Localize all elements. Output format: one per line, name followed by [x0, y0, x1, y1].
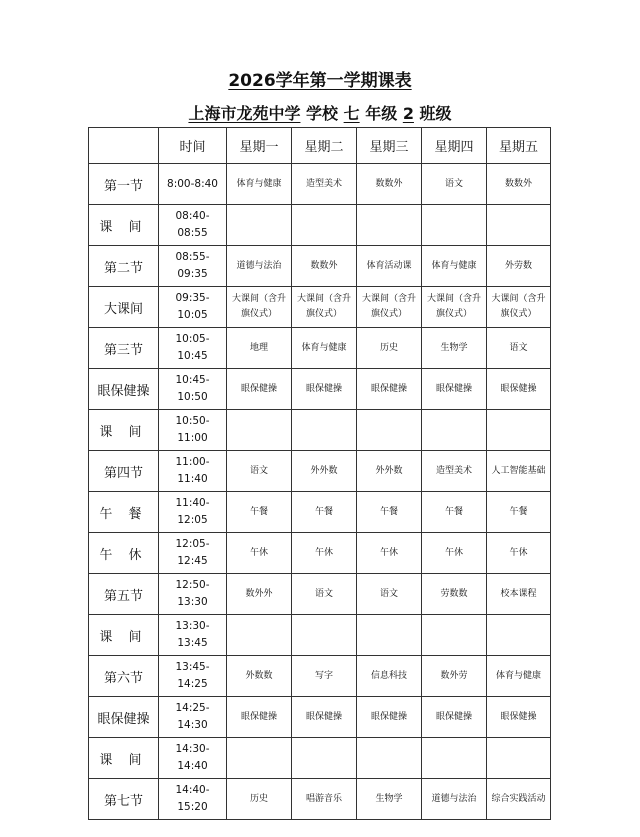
header-cell-wednesday: 星期三: [357, 128, 422, 164]
time-cell: [159, 492, 227, 533]
period-cell: 第六节: [89, 656, 159, 697]
class-cell: 眼保健操: [357, 369, 422, 410]
class-cell: 地理: [227, 328, 292, 369]
class-cell: 午休: [487, 533, 551, 574]
table-row: [89, 287, 551, 328]
time-text: 14:25: [177, 678, 208, 690]
class-cell: 外外数: [292, 451, 357, 492]
time-text: 10:45-: [175, 374, 210, 386]
class-cell: 眼保健操: [292, 697, 357, 738]
class-cell: [292, 205, 357, 246]
table-row: [89, 615, 551, 656]
period-cell: 第五节: [89, 574, 159, 615]
time-text: 08:55: [177, 227, 208, 239]
table-row: [89, 164, 551, 205]
period-cell: 第七节: [89, 779, 159, 820]
time-text: 15:20: [177, 801, 208, 813]
time-cell: [159, 533, 227, 574]
time-text: 10:05-: [175, 333, 210, 345]
class-cell: [422, 615, 487, 656]
time-text: 12:05: [177, 514, 208, 526]
time-cell: [159, 451, 227, 492]
time-text: 13:30-: [175, 620, 210, 632]
timetable-body: [89, 128, 551, 820]
time-cell: [159, 615, 227, 656]
period-cell: 课 间: [89, 615, 159, 656]
class-cell: 语文: [487, 328, 551, 369]
time-text: 11:40: [177, 473, 208, 485]
class-cell: [487, 615, 551, 656]
class-label: 班级: [419, 104, 452, 123]
class-cell: 生物学: [422, 328, 487, 369]
class-cell: 午休: [227, 533, 292, 574]
class-cell: 语文: [292, 574, 357, 615]
header-cell-time: 时间: [159, 128, 227, 164]
class-cell: [422, 205, 487, 246]
class-cell: 外劳数: [487, 246, 551, 287]
class-cell: 语文: [227, 451, 292, 492]
table-row: [89, 697, 551, 738]
class-cell: [422, 410, 487, 451]
class-cell: [227, 205, 292, 246]
time-text: 10:50-: [175, 415, 210, 427]
class-cell: 体育与健康: [422, 246, 487, 287]
table-row: [89, 656, 551, 697]
header-cell-thursday: 星期四: [422, 128, 487, 164]
class-cell: 大课间（含升旗仪式）: [422, 287, 487, 328]
table-row: [89, 738, 551, 779]
class-cell: 午餐: [487, 492, 551, 533]
table-row: [89, 410, 551, 451]
time-text: 10:45: [177, 350, 208, 362]
class-value: 2: [402, 104, 414, 123]
class-cell: 大课间（含升旗仪式）: [227, 287, 292, 328]
class-cell: 体育活动课: [357, 246, 422, 287]
class-cell: 午餐: [292, 492, 357, 533]
time-text: 08:40-: [175, 210, 210, 222]
time-text: 08:55-: [175, 251, 210, 263]
time-text: 13:30: [177, 596, 208, 608]
class-cell: [227, 615, 292, 656]
table-row: [89, 205, 551, 246]
table-row: [89, 369, 551, 410]
class-cell: 体育与健康: [227, 164, 292, 205]
class-cell: [357, 738, 422, 779]
school-class-line: [0, 101, 640, 124]
period-cell: 大课间: [89, 287, 159, 328]
class-cell: 午休: [292, 533, 357, 574]
table-row: [89, 779, 551, 820]
table-row: [89, 328, 551, 369]
class-cell: 道德与法治: [422, 779, 487, 820]
class-cell: 眼保健操: [227, 697, 292, 738]
class-cell: 人工智能基础: [487, 451, 551, 492]
class-cell: 午餐: [357, 492, 422, 533]
class-cell: 数数外: [357, 164, 422, 205]
grade-value: 七: [343, 104, 360, 123]
time-cell: [159, 164, 227, 205]
class-cell: 道德与法治: [227, 246, 292, 287]
time-text: 13:45-: [175, 661, 210, 673]
time-cell: [159, 656, 227, 697]
class-cell: 数外劳: [422, 656, 487, 697]
class-cell: 午餐: [227, 492, 292, 533]
period-cell: 眼保健操: [89, 369, 159, 410]
class-cell: 眼保健操: [227, 369, 292, 410]
class-cell: [227, 738, 292, 779]
class-cell: 劳数数: [422, 574, 487, 615]
time-cell: [159, 287, 227, 328]
class-cell: [227, 410, 292, 451]
class-cell: 造型美术: [422, 451, 487, 492]
time-text: 11:40-: [175, 497, 210, 509]
class-cell: 午休: [357, 533, 422, 574]
table-row: [89, 451, 551, 492]
time-cell: [159, 369, 227, 410]
table-row: [89, 574, 551, 615]
time-text: 10:05: [177, 309, 208, 321]
class-cell: [357, 615, 422, 656]
period-cell: 课 间: [89, 205, 159, 246]
period-cell: 第三节: [89, 328, 159, 369]
time-cell: [159, 738, 227, 779]
class-cell: 外外数: [357, 451, 422, 492]
time-cell: [159, 205, 227, 246]
time-text: 12:45: [177, 555, 208, 567]
school-label: 学校: [306, 104, 339, 123]
table-row: [89, 533, 551, 574]
class-cell: 写字: [292, 656, 357, 697]
time-text: 14:40-: [175, 784, 210, 796]
class-cell: 眼保健操: [422, 369, 487, 410]
class-cell: 综合实践活动: [487, 779, 551, 820]
time-text: 10:50: [177, 391, 208, 403]
time-text: 12:05-: [175, 538, 210, 550]
class-cell: 眼保健操: [487, 369, 551, 410]
class-cell: 眼保健操: [487, 697, 551, 738]
class-cell: 唱游音乐: [292, 779, 357, 820]
class-cell: [357, 205, 422, 246]
time-cell: [159, 328, 227, 369]
header-cell-tuesday: 星期二: [292, 128, 357, 164]
class-cell: [292, 410, 357, 451]
period-cell: 午 休: [89, 533, 159, 574]
class-cell: 午餐: [422, 492, 487, 533]
class-cell: 数数外: [487, 164, 551, 205]
class-cell: 外数数: [227, 656, 292, 697]
header-row: [89, 128, 551, 164]
time-text: 13:45: [177, 637, 208, 649]
time-text: 11:00: [177, 432, 208, 444]
class-cell: 校本课程: [487, 574, 551, 615]
period-cell: 午 餐: [89, 492, 159, 533]
period-cell: 第一节: [89, 164, 159, 205]
time-cell: [159, 246, 227, 287]
time-cell: [159, 410, 227, 451]
time-text: 14:30-: [175, 743, 210, 755]
class-cell: 体育与健康: [487, 656, 551, 697]
time-text: 8:00-8:40: [167, 177, 218, 190]
class-cell: 数外外: [227, 574, 292, 615]
header-cell-friday: 星期五: [487, 128, 551, 164]
school-name: 上海市龙苑中学: [188, 104, 301, 123]
class-cell: [292, 615, 357, 656]
time-text: 09:35: [177, 268, 208, 280]
class-cell: 历史: [357, 328, 422, 369]
period-cell: 眼保健操: [89, 697, 159, 738]
time-text: 11:00-: [175, 456, 210, 468]
time-cell: [159, 779, 227, 820]
class-cell: [422, 738, 487, 779]
time-text: 14:30: [177, 719, 208, 731]
time-text: 09:35-: [175, 292, 210, 304]
class-cell: 眼保健操: [422, 697, 487, 738]
class-cell: 大课间（含升旗仪式）: [487, 287, 551, 328]
class-cell: 造型美术: [292, 164, 357, 205]
class-cell: 大课间（含升旗仪式）: [292, 287, 357, 328]
period-cell: 第四节: [89, 451, 159, 492]
class-cell: 生物学: [357, 779, 422, 820]
class-cell: 午休: [422, 533, 487, 574]
class-cell: [292, 738, 357, 779]
period-cell: 课 间: [89, 410, 159, 451]
class-cell: [487, 738, 551, 779]
class-cell: [487, 410, 551, 451]
class-cell: 眼保健操: [292, 369, 357, 410]
grade-label: 年级: [365, 104, 398, 123]
timetable: [88, 127, 551, 820]
class-cell: 体育与健康: [292, 328, 357, 369]
time-cell: [159, 697, 227, 738]
page-title: 2026学年第一学期课表: [228, 71, 412, 91]
class-cell: 数数外: [292, 246, 357, 287]
time-text: 14:25-: [175, 702, 210, 714]
time-text: 14:40: [177, 760, 208, 772]
class-cell: 信息科技: [357, 656, 422, 697]
class-cell: [357, 410, 422, 451]
class-cell: 大课间（含升旗仪式）: [357, 287, 422, 328]
class-cell: [487, 205, 551, 246]
table-row: [89, 246, 551, 287]
class-cell: 语文: [357, 574, 422, 615]
class-cell: 眼保健操: [357, 697, 422, 738]
time-cell: [159, 574, 227, 615]
header-cell-monday: 星期一: [227, 128, 292, 164]
class-cell: 语文: [422, 164, 487, 205]
period-cell: 课 间: [89, 738, 159, 779]
time-text: 12:50-: [175, 579, 210, 591]
header-cell-blank: [89, 128, 159, 164]
table-row: [89, 492, 551, 533]
period-cell: 第二节: [89, 246, 159, 287]
class-cell: 历史: [227, 779, 292, 820]
